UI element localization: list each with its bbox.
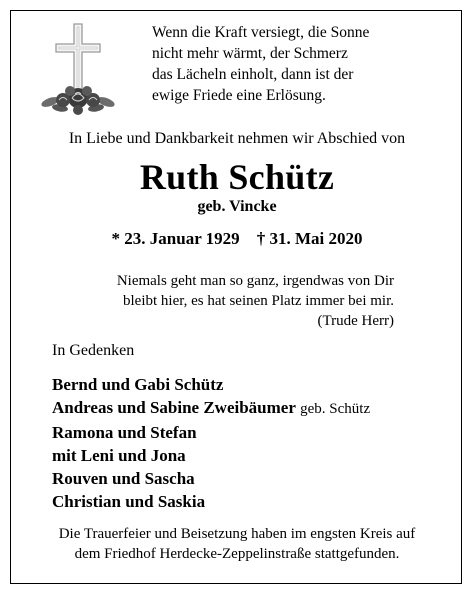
poem-line: ewige Friede eine Erlösung. bbox=[152, 87, 326, 104]
poem-line: Wenn die Kraft versiegt, die Sonne bbox=[152, 24, 370, 41]
mourner-name: Andreas und Sabine Zweibäumer bbox=[52, 398, 296, 417]
quote-line: bleibt hier, es hat seinen Platz immer bei mir. bbox=[123, 293, 394, 309]
quote-author: (Trude Herr) bbox=[317, 313, 394, 329]
mourner-row bbox=[52, 467, 370, 490]
mourner-name: Bernd und Gabi Schütz bbox=[52, 375, 224, 394]
mourner-name: Christian und Saskia bbox=[52, 492, 206, 511]
memorial-quote bbox=[40, 271, 394, 331]
mourner-name: Rouven und Sascha bbox=[52, 469, 195, 488]
birth-name: geb. Vincke bbox=[197, 198, 277, 215]
service-notice bbox=[0, 524, 474, 564]
mourner-row bbox=[52, 421, 370, 444]
opening-poem bbox=[152, 22, 452, 106]
life-dates bbox=[0, 229, 474, 249]
memory-label: In Gedenken bbox=[52, 342, 135, 359]
farewell-intro: In Liebe und Dankbarkeit nehmen wir Abschied von bbox=[68, 130, 406, 147]
footer-line: dem Friedhof Herdecke-Zeppelinstraße stattgefunden. bbox=[74, 546, 400, 562]
mourner-suffix: geb. Schütz bbox=[300, 401, 371, 417]
mourners-list bbox=[52, 373, 370, 513]
mourner-name: mit Leni und Jona bbox=[52, 446, 186, 465]
poem-line: das Lächeln einholt, dann ist der bbox=[152, 66, 354, 83]
birth-date: * 23. Januar 1929 bbox=[111, 229, 240, 248]
cross-with-roses-icon bbox=[30, 20, 126, 116]
deceased-name: Ruth Schütz bbox=[139, 157, 335, 197]
footer-line: Die Trauerfeier und Beisetzung haben im engsten Kreis auf bbox=[58, 526, 416, 542]
mourner-row bbox=[52, 396, 370, 421]
mourner-row bbox=[52, 444, 370, 467]
mourner-name: Ramona und Stefan bbox=[52, 423, 197, 442]
quote-line: Niemals geht man so ganz, irgendwas von Dir bbox=[116, 273, 394, 289]
mourner-row bbox=[52, 490, 370, 513]
mourner-row bbox=[52, 373, 370, 396]
poem-line: nicht mehr wärmt, der Schmerz bbox=[152, 45, 348, 62]
death-date: † 31. Mai 2020 bbox=[256, 229, 363, 248]
